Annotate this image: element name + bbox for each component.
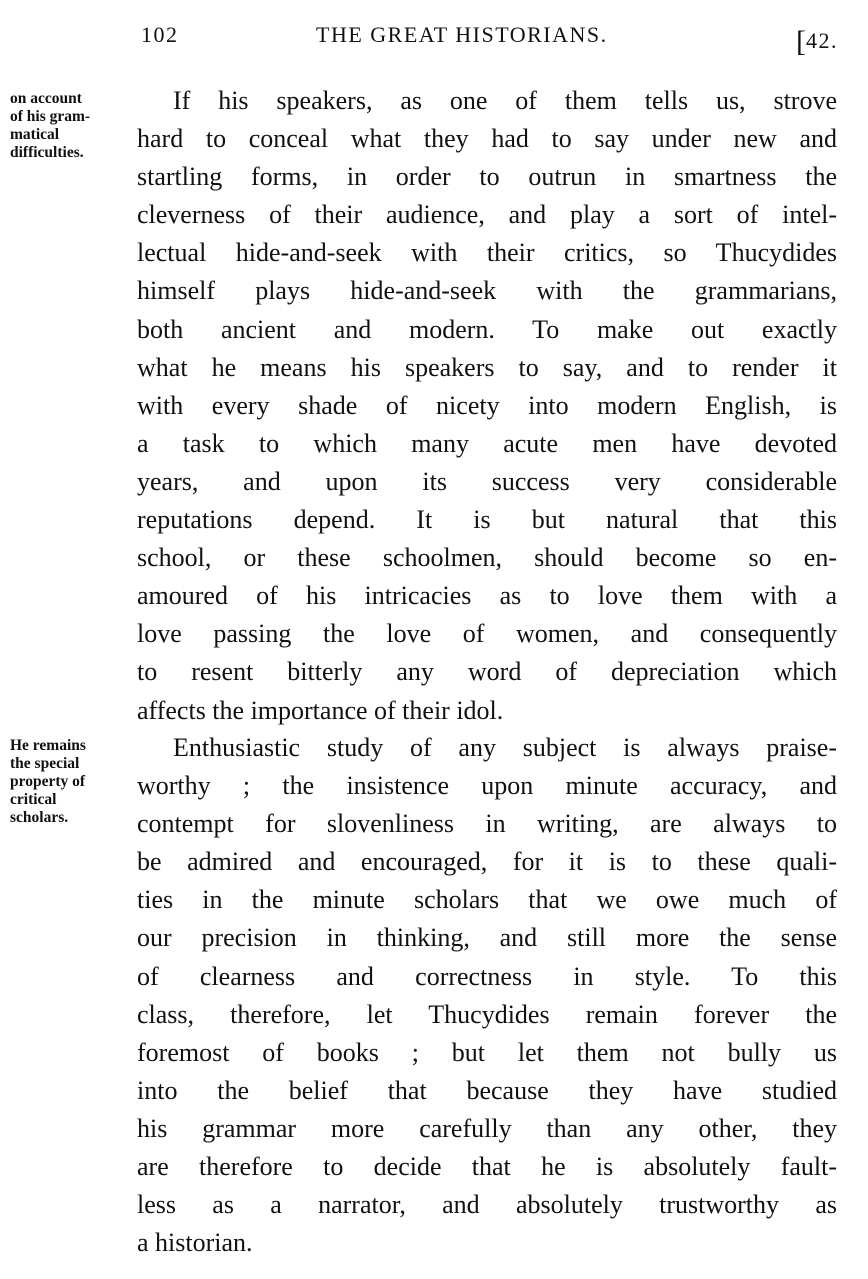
margin-note-critical-scholars	[10, 737, 86, 827]
section-bracket: [	[796, 25, 806, 58]
text-line: into the belief that because they have studied	[137, 1075, 837, 1105]
text-line: startling forms, in order to outrun in smartness the	[137, 162, 837, 192]
text-line: love passing the love of women, and consequently	[137, 619, 837, 649]
margin-note-line: property of	[10, 773, 86, 790]
text-line: less as a narrator, and absolutely trustworthy as	[137, 1190, 837, 1220]
margin-note-line: the special	[10, 755, 80, 772]
text-line: hard to conceal what they had to say under new and	[137, 124, 837, 154]
text-line: with every shade of nicety into modern English, is	[137, 390, 837, 420]
section-number	[796, 22, 838, 56]
text-line: a task to which many acute men have devoted	[137, 428, 837, 458]
paragraph-1	[137, 82, 837, 730]
text-line: contempt for slovenliness in writing, are always to	[137, 809, 837, 839]
text-line: Enthusiastic study of any subject is always praise-	[173, 733, 837, 762]
margin-note-line: critical	[10, 791, 57, 808]
text-line: foremost of books ; but let them not bully us	[137, 1037, 837, 1067]
text-line: If his speakers, as one of them tells us, strove	[173, 86, 837, 115]
text-line: himself plays hide-and-seek with the grammarians,	[137, 276, 837, 306]
text-line: to resent bitterly any word of depreciation which	[137, 657, 837, 687]
text-line: reputations depend. It is but natural that this	[137, 505, 837, 535]
text-line: a historian.	[137, 1228, 253, 1258]
text-line: worthy ; the insistence upon minute accuracy, and	[137, 771, 837, 801]
text-line: be admired and encouraged, for it is to these quali-	[137, 847, 837, 877]
running-header	[0, 22, 868, 62]
text-line: are therefore to decide that he is absolutely fault-	[137, 1152, 837, 1182]
text-line: what he means his speakers to say, and to render it	[137, 352, 837, 382]
text-line: class, therefore, let Thucydides remain forever the	[137, 999, 837, 1029]
text-line: affects the importance of their idol.	[137, 695, 504, 725]
text-line: his grammar more carefully than any other, they	[137, 1113, 837, 1143]
text-line: ties in the minute scholars that we owe much of	[137, 885, 837, 915]
margin-note-grammatical-difficulties	[10, 90, 90, 162]
text-line: years, and upon its success very considerable	[137, 466, 837, 496]
section-number-value: 42.	[806, 28, 838, 53]
margin-note-line: scholars.	[10, 809, 69, 826]
text-line: both ancient and modern. To make out exactly	[137, 314, 837, 344]
margin-note-line: of his gram-	[10, 108, 91, 125]
text-line: lectual hide-and-seek with their critics, so Thucydides	[137, 238, 837, 268]
running-title: THE GREAT HISTORIANS.	[316, 22, 608, 47]
text-line: of clearness and correctness in style. To this	[137, 961, 837, 991]
text-line: school, or these schoolmen, should become so en-	[137, 543, 837, 573]
margin-note-line: difficulties.	[10, 144, 84, 161]
page-number: 102	[141, 22, 179, 47]
margin-note-line: on account	[10, 90, 82, 107]
text-line: amoured of his intricacies as to love them with a	[137, 581, 837, 611]
margin-note-line: matical	[10, 126, 60, 143]
paragraph-2	[137, 729, 837, 1262]
margin-note-line: He remains	[10, 737, 86, 754]
text-line: our precision in thinking, and still more the sense	[137, 923, 837, 953]
text-line: cleverness of their audience, and play a sort of intel-	[137, 200, 837, 230]
